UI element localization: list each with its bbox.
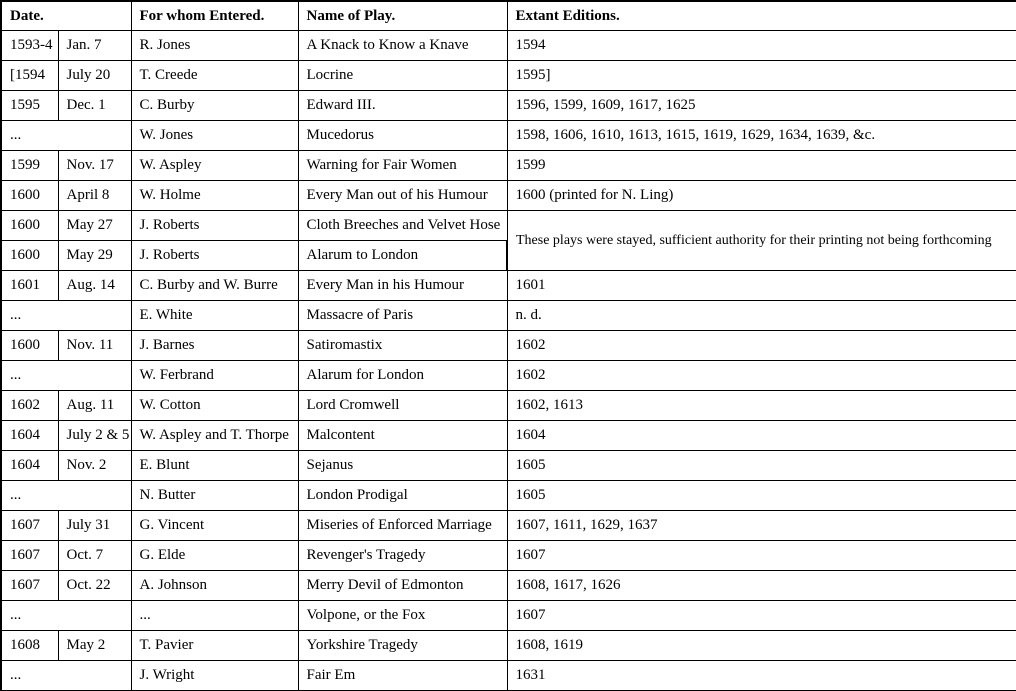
header-for-whom-entered: For whom Entered. [131,1,298,31]
extant-editions-cell: 1608, 1617, 1626 [507,571,1016,601]
extant-editions-cell: 1599 [507,151,1016,181]
entered-for-cell: W. Cotton [131,391,298,421]
header-row [1,1,1016,31]
date-cell: ... [1,301,131,331]
date-cell: ... [1,481,131,511]
play-name-cell: Warning for Fair Women [298,151,507,181]
entered-for-cell: N. Butter [131,481,298,511]
play-name-cell: Every Man in his Humour [298,271,507,301]
entered-for-cell: ... [131,601,298,631]
date-year-cell: 1607 [1,541,58,571]
table-row [1,631,1016,661]
table-row [1,121,1016,151]
date-year-cell: 1608 [1,631,58,661]
date-year-cell: 1600 [1,211,58,241]
date-year-cell: 1601 [1,271,58,301]
entered-for-cell: C. Burby and W. Burre [131,271,298,301]
entered-for-cell: W. Aspley and T. Thorpe [131,421,298,451]
extant-editions-cell: 1608, 1619 [507,631,1016,661]
extant-editions-cell: 1631 [507,661,1016,691]
date-year-cell: 1595 [1,91,58,121]
date-day-cell: Nov. 17 [58,151,131,181]
table-row [1,301,1016,331]
extant-editions-cell: These plays were stayed, sufficient authority for their printing not being forthcoming [507,211,1016,271]
table-row [1,181,1016,211]
extant-editions-cell: 1602, 1613 [507,391,1016,421]
entered-for-cell: C. Burby [131,91,298,121]
date-year-cell: 1600 [1,241,58,271]
extant-editions-cell: 1607, 1611, 1629, 1637 [507,511,1016,541]
date-year-cell: 1599 [1,151,58,181]
date-day-cell: July 20 [58,61,131,91]
table-row [1,601,1016,631]
play-name-cell: Revenger's Tragedy [298,541,507,571]
table-row [1,151,1016,181]
table-row [1,451,1016,481]
extant-editions-cell: 1607 [507,541,1016,571]
table-row [1,661,1016,691]
table-row [1,31,1016,61]
entered-for-cell: T. Creede [131,61,298,91]
date-year-cell: 1600 [1,331,58,361]
entered-for-cell: J. Roberts [131,211,298,241]
date-day-cell: July 31 [58,511,131,541]
table-row [1,541,1016,571]
table-row [1,511,1016,541]
date-day-cell: Oct. 7 [58,541,131,571]
date-day-cell: Oct. 22 [58,571,131,601]
entered-for-cell: E. White [131,301,298,331]
entered-for-cell: G. Vincent [131,511,298,541]
extant-editions-cell: 1607 [507,601,1016,631]
extant-editions-cell: 1595] [507,61,1016,91]
play-name-cell: A Knack to Know a Knave [298,31,507,61]
table-row [1,421,1016,451]
play-name-cell: Locrine [298,61,507,91]
entered-for-cell: R. Jones [131,31,298,61]
table-row [1,331,1016,361]
play-name-cell: Cloth Breeches and Velvet Hose [298,211,507,241]
date-year-cell: 1600 [1,181,58,211]
play-name-cell: Merry Devil of Edmonton [298,571,507,601]
entered-for-cell: J. Wright [131,661,298,691]
date-day-cell: May 27 [58,211,131,241]
date-day-cell: April 8 [58,181,131,211]
play-name-cell: Alarum for London [298,361,507,391]
table-row [1,571,1016,601]
extant-editions-cell: 1602 [507,331,1016,361]
play-name-cell: Every Man out of his Humour [298,181,507,211]
table-row [1,391,1016,421]
play-name-cell: Edward III. [298,91,507,121]
entered-for-cell: W. Holme [131,181,298,211]
entered-for-cell: J. Barnes [131,331,298,361]
play-name-cell: Fair Em [298,661,507,691]
date-day-cell: Nov. 2 [58,451,131,481]
play-name-cell: Yorkshire Tragedy [298,631,507,661]
play-name-cell: Malcontent [298,421,507,451]
date-year-cell: 1602 [1,391,58,421]
table-row [1,361,1016,391]
entered-for-cell: J. Roberts [131,241,298,271]
date-year-cell: [1594 [1,61,58,91]
date-year-cell: 1604 [1,451,58,481]
header-date: Date. [1,1,131,31]
extant-editions-cell: 1594 [507,31,1016,61]
date-day-cell: July 2 & 5 [58,421,131,451]
play-name-cell: Alarum to London [298,241,507,271]
date-day-cell: Nov. 11 [58,331,131,361]
date-cell: ... [1,661,131,691]
date-year-cell: 1593-4 [1,31,58,61]
date-year-cell: 1604 [1,421,58,451]
entered-for-cell: W. Aspley [131,151,298,181]
extant-editions-cell: 1600 (printed for N. Ling) [507,181,1016,211]
extant-editions-cell: 1598, 1606, 1610, 1613, 1615, 1619, 1629, 1634, 1639, &c. [507,121,1016,151]
table-row [1,271,1016,301]
header-name-of-play: Name of Play. [298,1,507,31]
play-name-cell: Mucedorus [298,121,507,151]
entered-for-cell: T. Pavier [131,631,298,661]
date-day-cell: Jan. 7 [58,31,131,61]
date-day-cell: Dec. 1 [58,91,131,121]
date-cell: ... [1,121,131,151]
entered-for-cell: A. Johnson [131,571,298,601]
extant-editions-cell: n. d. [507,301,1016,331]
entered-for-cell: W. Jones [131,121,298,151]
entered-for-cell: W. Ferbrand [131,361,298,391]
table-row [1,211,1016,241]
entered-for-cell: G. Elde [131,541,298,571]
play-name-cell: Satiromastix [298,331,507,361]
extant-editions-cell: 1605 [507,481,1016,511]
date-day-cell: Aug. 11 [58,391,131,421]
date-day-cell: Aug. 14 [58,271,131,301]
play-name-cell: Volpone, or the Fox [298,601,507,631]
extant-editions-cell: 1602 [507,361,1016,391]
date-cell: ... [1,361,131,391]
date-day-cell: May 29 [58,241,131,271]
table-row [1,91,1016,121]
date-year-cell: 1607 [1,571,58,601]
extant-editions-cell: 1596, 1599, 1609, 1617, 1625 [507,91,1016,121]
play-name-cell: Massacre of Paris [298,301,507,331]
table-row [1,481,1016,511]
header-extant-editions: Extant Editions. [507,1,1016,31]
play-name-cell: Sejanus [298,451,507,481]
play-name-cell: London Prodigal [298,481,507,511]
play-name-cell: Lord Cromwell [298,391,507,421]
extant-editions-cell: 1604 [507,421,1016,451]
play-name-cell: Miseries of Enforced Marriage [298,511,507,541]
extant-editions-cell: 1601 [507,271,1016,301]
extant-editions-cell: 1605 [507,451,1016,481]
date-day-cell: May 2 [58,631,131,661]
table-row [1,61,1016,91]
date-cell: ... [1,601,131,631]
date-year-cell: 1607 [1,511,58,541]
entered-for-cell: E. Blunt [131,451,298,481]
table-body [1,31,1016,691]
